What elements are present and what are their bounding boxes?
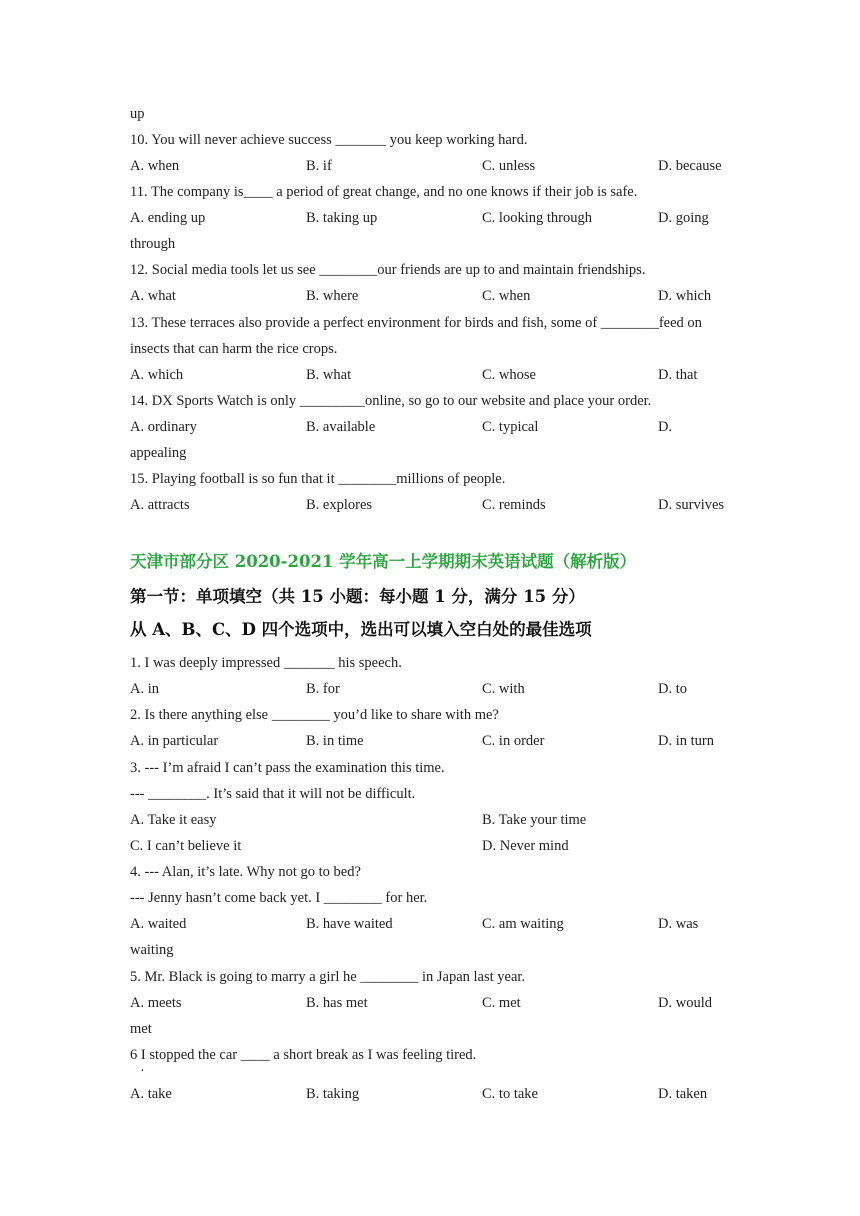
question-15-stem: 15. Playing football is so fun that it ________millions of people. — [130, 471, 506, 487]
q12-option-c: C. when — [482, 288, 531, 304]
question-13-stem-cont: insects that can harm the rice crops. — [130, 341, 338, 357]
question-4-stem-cont: --- Jenny hasn’t come back yet. I ________ for her. — [130, 890, 428, 906]
section-heading: 第一节：单项填空（共 15 小题：每小题 1 分，满分 15 分） — [130, 587, 585, 606]
q5-option-d-wrap: met — [130, 1021, 152, 1037]
question-3-stem: 3. --- I’m afraid I can’t pass the examination this time. — [130, 760, 445, 776]
q11-option-d: D. going — [658, 210, 709, 226]
q14-option-b: B. available — [306, 419, 376, 435]
q13-option-a: A. which — [130, 367, 184, 383]
q4-option-d-wrap: waiting — [130, 942, 174, 958]
q4-option-a: A. waited — [130, 916, 187, 932]
q10-option-c: C. unless — [482, 158, 536, 174]
section-instruction: 从 A、B、C、D 四个选项中，选出可以填入空白处的最佳选项 — [130, 620, 592, 639]
q2-option-a: A. in particular — [130, 733, 219, 749]
question-13-stem: 13. These terraces also provide a perfect environment for birds and fish, some of ________feed on — [130, 315, 702, 331]
q14-option-a: A. ordinary — [130, 419, 197, 435]
question-4-stem: 4. --- Alan, it’s late. Why not go to bed? — [130, 864, 361, 880]
q15-option-a: A. attracts — [130, 497, 190, 513]
stray-dot: · — [140, 1064, 145, 1079]
q15-option-b: B. explores — [306, 497, 373, 513]
q14-option-d: D. — [658, 419, 673, 435]
q1-option-d: D. to — [658, 681, 687, 697]
q3-option-b: B. Take your time — [482, 812, 587, 828]
q11-option-b: B. taking up — [306, 210, 378, 226]
q2-option-c: C. in order — [482, 733, 545, 749]
q12-option-a: A. what — [130, 288, 176, 304]
q2-option-d: D. in turn — [658, 733, 714, 749]
q2-option-b: B. in time — [306, 733, 364, 749]
q14-option-c: C. typical — [482, 419, 539, 435]
q6-option-a: A. take — [130, 1086, 172, 1102]
q10-option-a: A. when — [130, 158, 180, 174]
q5-option-b: B. has met — [306, 995, 368, 1011]
q12-option-d: D. which — [658, 288, 712, 304]
exam-title: 天津市部分区 2020-2021 学年高一上学期期末英语试题（解析版） — [130, 552, 637, 571]
q1-option-b: B. for — [306, 681, 340, 697]
q10-option-d: D. because — [658, 158, 722, 174]
q11-option-a: A. ending up — [130, 210, 206, 226]
q13-option-d: D. that — [658, 367, 698, 383]
q11-option-c: C. looking through — [482, 210, 592, 226]
q6-option-b: B. taking — [306, 1086, 360, 1102]
question-1-stem: 1. I was deeply impressed _______ his speech. — [130, 655, 402, 671]
question-12-stem: 12. Social media tools let us see ________our friends are up to and maintain friendships. — [130, 262, 646, 278]
q3-option-c: C. I can’t believe it — [130, 838, 242, 854]
q4-option-d: D. was — [658, 916, 699, 932]
q1-option-a: A. in — [130, 681, 159, 697]
q1-option-c: C. with — [482, 681, 525, 697]
question-10-stem: 10. You will never achieve success _______ you keep working hard. — [130, 132, 528, 148]
q13-option-c: C. whose — [482, 367, 536, 383]
q5-option-d: D. would — [658, 995, 712, 1011]
q13-option-b: B. what — [306, 367, 352, 383]
wrapped-text: up — [130, 106, 145, 122]
q5-option-c: C. met — [482, 995, 521, 1011]
question-2-stem: 2. Is there anything else ________ you’d like to share with me? — [130, 707, 499, 723]
q6-option-c: C. to take — [482, 1086, 538, 1102]
q3-option-d: D. Never mind — [482, 838, 569, 854]
question-6-stem: 6 I stopped the car ____ a short break as I was feeling tired. — [130, 1047, 477, 1063]
q12-option-b: B. where — [306, 288, 359, 304]
q4-option-b: B. have waited — [306, 916, 393, 932]
question-3-stem-cont: --- ________. It’s said that it will not be difficult. — [130, 786, 416, 802]
question-11-stem: 11. The company is____ a period of great change, and no one knows if their job is safe. — [130, 184, 638, 200]
q15-option-c: C. reminds — [482, 497, 546, 513]
q5-option-a: A. meets — [130, 995, 182, 1011]
q15-option-d: D. survives — [658, 497, 725, 513]
question-14-stem: 14. DX Sports Watch is only _________online, so go to our website and place your order. — [130, 393, 652, 409]
q4-option-c: C. am waiting — [482, 916, 564, 932]
q10-option-b: B. if — [306, 158, 332, 174]
q6-option-d: D. taken — [658, 1086, 708, 1102]
question-5-stem: 5. Mr. Black is going to marry a girl he ________ in Japan last year. — [130, 969, 526, 985]
q11-option-d-wrap: through — [130, 236, 176, 252]
q3-option-a: A. Take it easy — [130, 812, 217, 828]
q14-option-d-wrap: appealing — [130, 445, 187, 461]
